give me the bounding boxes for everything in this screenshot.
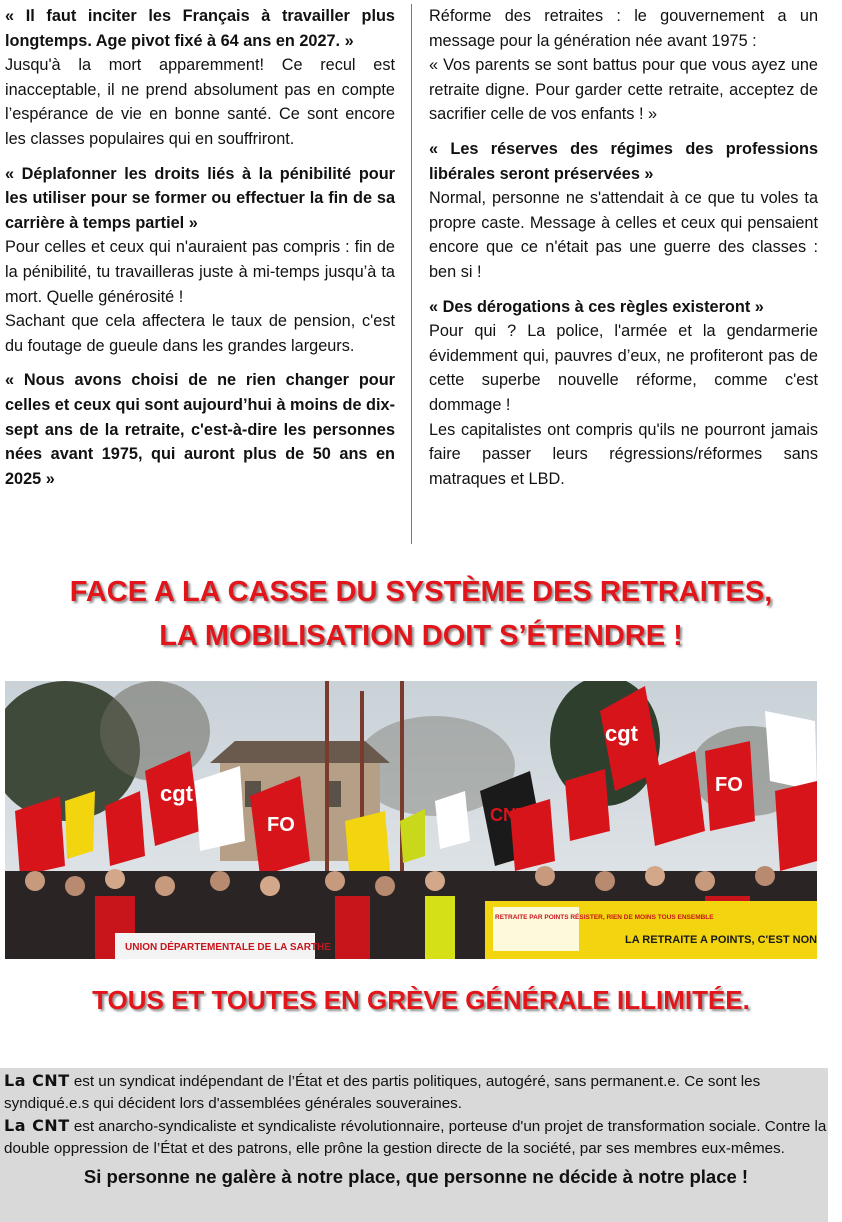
org-name: La CNT xyxy=(4,1071,70,1090)
headline-line-1: FACE A LA CASSE DU SYSTÈME DES RETRAITES, xyxy=(69,576,773,608)
flag-fo-label-2: FO xyxy=(715,774,743,796)
footer-text-1: est un syndicat indépendant de l’État et des partis politiques, autogéré, sans permanent.e. Ce sont les syndiqué.e.s qui décident lors d'assemblées générales souveraines. xyxy=(4,1073,761,1112)
org-name: La CNT xyxy=(4,1116,70,1135)
paragraph: Sachant que cela affectera le taux de pension, c'est du foutage de gueule dans les grandes largeurs. xyxy=(5,312,395,355)
quote: « Déplafonner les droits liés à la pénibilité pour les utiliser pour se former ou effectuer la fin de sa carrière à temps partiel » xyxy=(5,164,395,232)
footer-text-2: est anarcho-syndicaliste et syndicaliste révolutionnaire, porteuse d'un projet de transformation sociale. Contre la double oppression de l’État et des patrons, elle prône la gestion directe de la société, par ses membres eux-mêmes. xyxy=(4,1118,827,1157)
flag-fo-label: FO xyxy=(267,814,295,836)
quote: « Nous avons choisi de ne rien changer pour celles et ceux qui sont aujourd’hui à moins de dix-sept ans de la retraite, c'est-à-dire les personnes nées avant 1975, qui auront plus de 50 ans en 2025 » xyxy=(5,371,395,488)
right-column xyxy=(429,4,818,501)
quote: « Les réserves des régimes des professions libérales seront préservées » xyxy=(429,139,818,183)
main-headline xyxy=(0,570,842,658)
left-column xyxy=(5,4,395,501)
paragraph: Pour celles et ceux qui n'auraient pas compris : fin de la pénibilité, tu travailleras juste à mi-temps jusqu’à ta mort. Quelle générosité ! xyxy=(5,238,395,306)
protest-photo-illustration xyxy=(5,681,817,959)
footer-paragraph-2 xyxy=(4,1115,828,1160)
footer-box xyxy=(0,1068,828,1222)
paragraph: Jusqu'à la mort apparemment! Ce recul est inacceptable, il ne prend absolument pas en compte l’espérance de vie en bonne santé. Ce sont encore les classes populaires qui en souffriront. xyxy=(5,56,395,148)
paragraph: Les capitalistes ont compris qu'ils ne pourront jamais faire passer leurs régressions/réformes sans matraques et LBD. xyxy=(429,420,818,488)
right-block-3 xyxy=(429,295,818,492)
strike-call: TOUS ET TOUTES EN GRÈVE GÉNÉRALE ILLIMITÉE. xyxy=(92,985,750,1015)
flag-cgt-label: cgt xyxy=(160,781,193,806)
protest-photo xyxy=(5,681,817,959)
banner-left-text: UNION DÉPARTEMENTALE DE LA SARTHE xyxy=(125,942,331,953)
column-divider xyxy=(411,4,412,544)
headline-line-2: LA MOBILISATION DOIT S’ÉTENDRE ! xyxy=(159,620,683,652)
left-block-1 xyxy=(5,4,395,152)
banner-right-small-text: RETRAITE PAR POINTS RÉSISTER, RIEN DE MOINS TOUS ENSEMBLE xyxy=(495,914,714,921)
banner-right-text: LA RETRAITE A POINTS, C'EST NON xyxy=(625,934,817,946)
paragraph: Normal, personne ne s'attendait à ce que tu voles ta propre caste. Message à celles et ceux qui pensaient encore que ce n'était pas une guerre des classes : ben si ! xyxy=(429,189,818,281)
footer-paragraph-1 xyxy=(4,1070,828,1115)
flag-cnt-label: CNT xyxy=(490,805,527,825)
left-block-3 xyxy=(5,368,395,491)
quote: « Des dérogations à ces règles existeront » xyxy=(429,297,764,316)
paragraph: « Vos parents se sont battus pour que vous ayez une retraite digne. Pour garder cette retraite, acceptez de sacrifier celle de vos enfants ! » xyxy=(429,56,818,124)
right-block-1 xyxy=(429,4,818,127)
quote: « Il faut inciter les Français à travailler plus longtemps. Age pivot fixé à 64 ans en 2027. » xyxy=(5,7,395,50)
left-block-2 xyxy=(5,162,395,359)
right-block-2 xyxy=(429,137,818,285)
paragraph: Réforme des retraites : le gouvernement a un message pour la génération née avant 1975 : xyxy=(429,7,818,50)
footer-slogan: Si personne ne galère à notre place, que personne ne décide à notre place ! xyxy=(83,1166,749,1187)
flag-cgt-label-2: cgt xyxy=(605,721,638,746)
paragraph: Pour qui ? La police, l'armée et la gendarmerie évidemment qui, pauvres d’eux, ne profiteront pas de cette superbe nouvelle réforme, comme c'est dommage ! xyxy=(429,322,818,414)
